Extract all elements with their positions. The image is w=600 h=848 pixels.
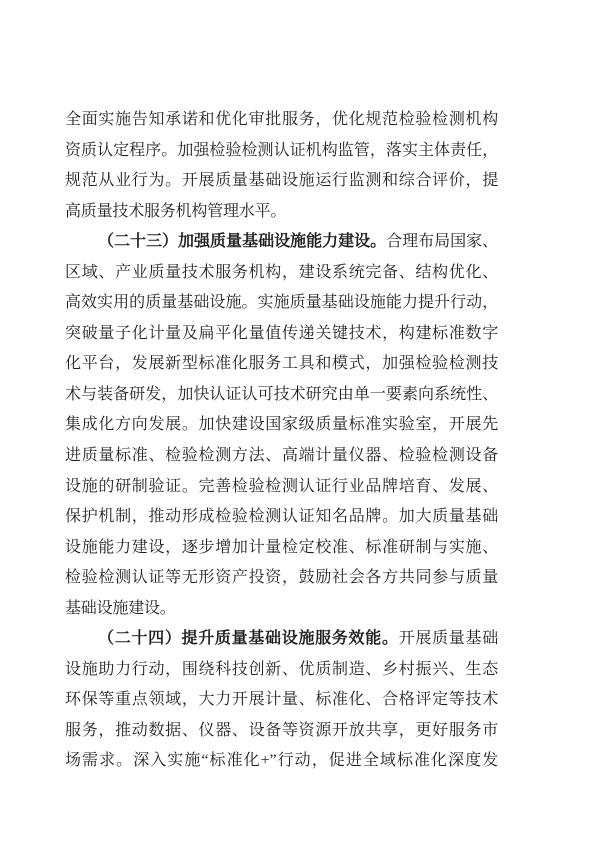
text-line: 环保等重点领域，大力开展计量、标准化、合格评定等技术 (65, 691, 498, 709)
text-line: 化平台，发展新型标准化服务工具和模式，加强检验检测技 (65, 355, 498, 373)
text-line: 术与装备研发，加快认证认可技术研究由单一要素向系统性、 (65, 385, 498, 403)
section-heading: （二十四）提升质量基础设施服务效能。 (98, 630, 399, 648)
text-line: 场需求。深入实施“标准化+”行动，促进全域标准化深度发 (65, 752, 498, 770)
text-line: 设施的研制验证。完善检验检测认证行业品牌培育、发展、 (65, 477, 498, 495)
section-heading: （二十三）加强质量基础设施能力建设。 (98, 233, 387, 251)
document-text-block (65, 105, 498, 777)
text-line: （二十四）提升质量基础设施服务效能。开展质量基础 (98, 630, 498, 648)
text-line: 检验检测认证等无形资产投资，鼓励社会各方共同参与质量 (65, 569, 498, 587)
text-line: 资质认定程序。加强检验检测认证机构监管，落实主体责任， (65, 141, 498, 159)
text-line: 设施能力建设，逐步增加计量检定校准、标准研制与实施、 (65, 538, 498, 556)
text-line: 高质量技术服务机构管理水平。 (65, 202, 287, 220)
text-line: 区域、产业质量技术服务机构，建设系统完备、结构优化、 (65, 263, 498, 281)
text-line: 规范从业行为。开展质量基础设施运行监测和综合评价，提 (65, 172, 498, 190)
text-line: 基础设施建设。 (65, 599, 176, 617)
text-line: 设施助力行动，围绕科技创新、优质制造、乡村振兴、生态 (65, 660, 498, 678)
text-line: 高效实用的质量基础设施。实施质量基础设施能力提升行动， (65, 294, 498, 312)
text-line: 保护机制，推动形成检验检测认证知名品牌。加大质量基础 (65, 508, 498, 526)
text-line: 全面实施告知承诺和优化审批服务，优化规范检验检测机构 (65, 111, 498, 128)
text-line: （二十三）加强质量基础设施能力建设。合理布局国家、 (98, 233, 498, 251)
text-line: 集成化方向发展。加快建设国家级质量标准实验室，开展先 (65, 416, 498, 434)
text-line: 突破量子化计量及扁平化量值传递关键技术，构建标准数字 (65, 324, 498, 342)
text-line: 进质量标准、检验检测方法、高端计量仪器、检验检测设备 (65, 447, 498, 465)
text-line: 服务，推动数据、仪器、设备等资源开放共享，更好服务市 (65, 721, 498, 739)
